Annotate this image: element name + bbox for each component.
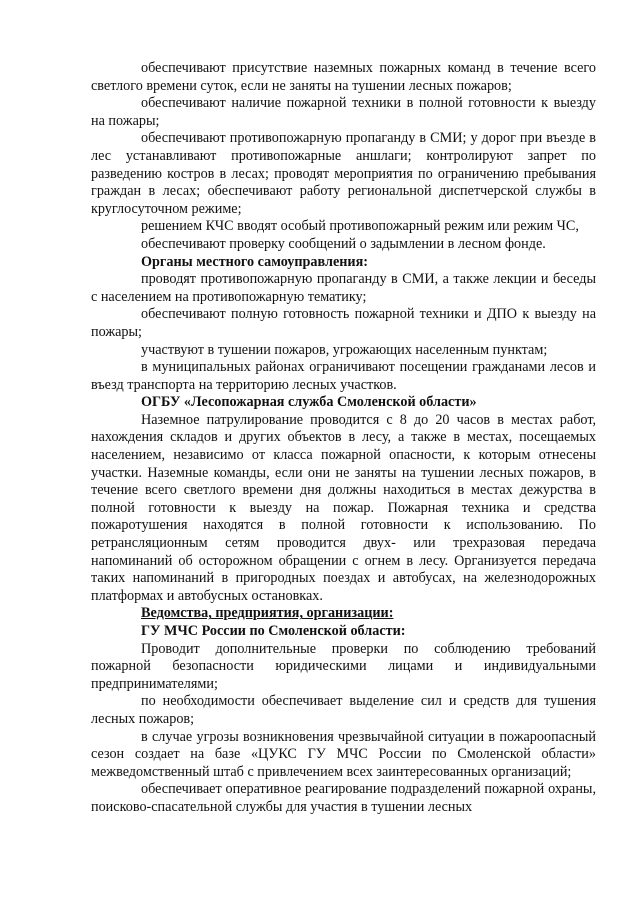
paragraph-smoke-reports: обеспечивают проверку сообщений о задымлении в лесном фонде.	[141, 235, 546, 252]
document-page	[91, 60, 596, 817]
paragraph-fire-propaganda: обеспечивают противопожарную пропаганду в СМИ; у дорог при въезде в лес устанавливают противопожарные аншлаги; контролируют запрет по разведению костров в лесах; проводят мероприятия по ограничению пребывания граждан в лесах; обеспечивают работу региональной диспетчерской службы в круглосуточном режиме;	[91, 130, 596, 217]
paragraph-safety-inspections: Проводит дополнительные проверки по соблюдению требований пожарной безопасности юридическими лицами и индивидуальными предпринимателями;	[91, 640, 596, 692]
heading-agencies: Ведомства, предприятия, организации:	[141, 605, 394, 622]
heading-forest-fire-service: ОГБУ «Лесопожарная служба Смоленской области»	[141, 394, 477, 411]
paragraph-ground-teams: обеспечивают присутствие наземных пожарных команд в течение всего светлого времени суток, если не заняты на тушении лесных пожаров;	[91, 60, 596, 94]
paragraph-rapid-response: обеспечивает оперативное реагирование подразделений пожарной охраны, поисково-спасательной службы для участия в тушении лесных	[91, 781, 596, 815]
heading-emercom: ГУ МЧС России по Смоленской области:	[141, 623, 406, 639]
paragraph-local-propaganda: проводят противопожарную пропаганду в СМИ, а также лекции и беседы с населением на противопожарную тематику;	[91, 271, 596, 305]
paragraph-ground-patrol: Наземное патрулирование проводится с 8 до 20 часов в местах работ, нахождения складов и других объектов в лесу, а также в местах, посещаемых населением, независимо от класса пожарной опасности, к которым отнесены участки. Наземные команды, если они не заняты на тушении лесных пожаров, в течение всего светлого времени дня должны находиться в местах дежурства в полной готовности к выезду на пожар. Пожарная техника и средства пожаротушения находятся в полной готовности к использованию. По ретрансляционным сетям проводится двух- или трехразовая передача напоминаний об осторожном обращении с огнем в лесу. Организуется передача таких напоминаний в пригородных поездах и автобусах, на железнодорожных платформах и автобусных остановках.	[91, 411, 596, 604]
paragraph-settlement-fires: участвуют в тушении пожаров, угрожающих населенным пунктам;	[141, 341, 548, 358]
paragraph-fire-equipment-readiness: обеспечивают наличие пожарной техники в полной готовности к выезду на пожары;	[91, 95, 596, 129]
paragraph-dpo-readiness: обеспечивают полную готовность пожарной техники и ДПО к выезду на пожары;	[91, 306, 596, 340]
paragraph-forest-access-limits: в муниципальных районах ограничивают посещении гражданами лесов и въезд транспорта на территорию лесных участков.	[91, 359, 596, 393]
heading-local-government: Органы местного самоуправления:	[141, 253, 368, 270]
paragraph-forces-allocation: по необходимости обеспечивает выделение сил и средств для тушения лесных пожаров;	[91, 693, 596, 727]
paragraph-kchs-regime: решением КЧС вводят особый противопожарный режим или режим ЧС,	[141, 218, 579, 235]
paragraph-interagency-hq: в случае угрозы возникновения чрезвычайной ситуации в пожароопасный сезон создает на базе «ЦУКС ГУ МЧС России по Смоленской области» межведомственный штаб с привлечением всех заинтересованных организаций;	[91, 728, 596, 780]
